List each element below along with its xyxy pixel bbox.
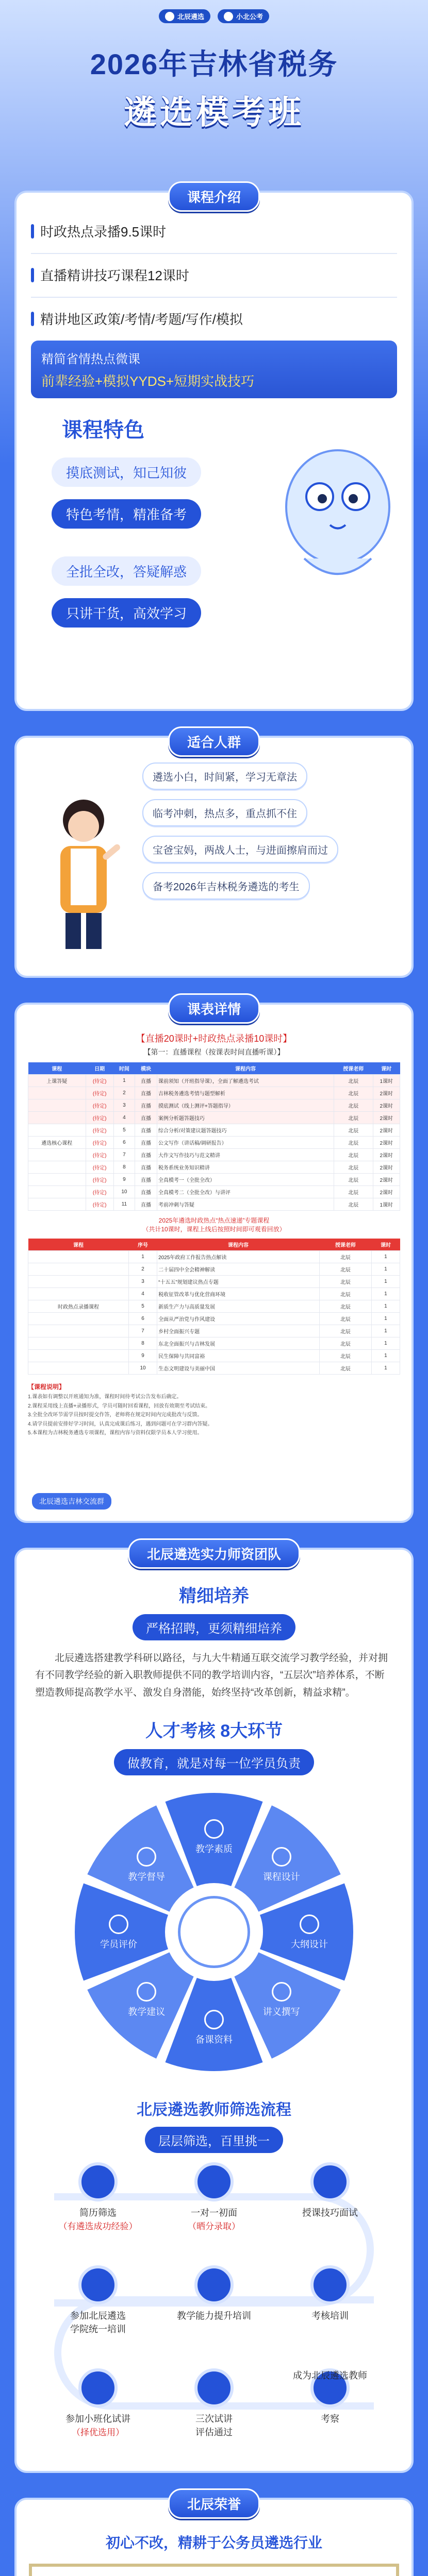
- table-cell: 5: [113, 1124, 135, 1137]
- table-cell: (待定): [86, 1087, 113, 1099]
- table-cell: 6: [113, 1137, 135, 1149]
- wheel-label: [253, 1847, 310, 1883]
- wheel-label-text: 大纲设计: [291, 1939, 328, 1950]
- table-cell: 10: [129, 1362, 157, 1375]
- table-cell: [28, 1149, 86, 1161]
- wheel-label: [186, 1819, 242, 1855]
- target-audience-section: [14, 736, 414, 978]
- table-cell: 北辰: [319, 1313, 371, 1325]
- table-cell: 6: [129, 1313, 157, 1325]
- wheel-label: [118, 1982, 175, 2018]
- flow-pill: 层层筛选，百里挑一: [145, 2127, 283, 2153]
- divider: [31, 253, 397, 254]
- table-cell: [28, 1288, 129, 1300]
- feature-list: [31, 454, 258, 631]
- section-tab-schedule: 课表详情: [168, 993, 260, 1024]
- flow-step-title: 成为北辰遴选教师: [293, 2370, 367, 2381]
- table-header-cell: 时间: [113, 1062, 135, 1075]
- table-row: [28, 1350, 400, 1362]
- wheel-item-icon: [137, 1982, 156, 2002]
- table-cell: 直播: [135, 1099, 157, 1112]
- table-cell: 全真模考二（全批全改）与讲评: [157, 1186, 334, 1198]
- logo-row: [0, 9, 428, 23]
- table-row: [28, 1325, 400, 1337]
- assessment-pill: 做教育，就是对每一位学员负责: [114, 1749, 314, 1775]
- hero-header: [0, 0, 428, 185]
- wheel-item-icon: [204, 2010, 224, 2029]
- table-cell: 10: [113, 1186, 135, 1198]
- honor-heading: 初心不改，精耕于公务员遴选行业: [105, 2535, 322, 2551]
- flow-step-icon: [78, 2265, 118, 2304]
- table-header-cell: 模块: [135, 1062, 157, 1075]
- wheel-label-text: 课程设计: [262, 1871, 300, 1882]
- table-header-cell: 课程: [28, 1062, 86, 1075]
- table-cell: 北辰: [319, 1325, 371, 1337]
- table-cell: 2课时: [373, 1099, 400, 1112]
- table-cell: 直播: [135, 1124, 157, 1137]
- table-cell: 7: [129, 1325, 157, 1337]
- table-cell: [28, 1263, 129, 1276]
- course-notes: [28, 1382, 400, 1438]
- table-cell: (待定): [86, 1137, 113, 1149]
- table-row: [28, 1161, 400, 1174]
- flow-step-icon: [194, 2162, 234, 2201]
- highlight-line1: 精简省情热点微课: [41, 352, 140, 366]
- table-header-cell: 课时: [371, 1239, 400, 1251]
- table-cell: (待定): [86, 1112, 113, 1124]
- table-cell: 综合分析/对策建议题答题技巧: [157, 1124, 334, 1137]
- wheel-label: [281, 1914, 338, 1951]
- wheel-label: [186, 2010, 242, 2046]
- beichen-logo-text: 北辰遴选: [177, 13, 204, 21]
- table-cell: (待定): [86, 1161, 113, 1174]
- xiaobei-logo-icon: [224, 12, 233, 21]
- wheel-label-text: 讲义撰写: [262, 2006, 300, 2017]
- table-cell: 4: [129, 1288, 157, 1300]
- table-cell: 二十届四中全会精神解读: [157, 1263, 320, 1276]
- audience-item: 遴选小白，时间紧，学习无章法: [142, 762, 307, 790]
- beichen-logo-icon: [165, 12, 174, 21]
- table-row: [28, 1075, 400, 1087]
- table-cell: 北辰: [334, 1112, 373, 1124]
- bullet-bar-icon: [31, 224, 34, 239]
- table-header-cell: 课程: [28, 1239, 129, 1251]
- table-cell: 2025年政府工作报告热点解读: [157, 1251, 320, 1263]
- table-row: [28, 1362, 400, 1375]
- table-cell: 直播: [135, 1198, 157, 1211]
- table-cell: 乡村全面振兴专题: [157, 1325, 320, 1337]
- table-cell: 北辰: [319, 1350, 371, 1362]
- table-header-cell: 序号: [129, 1239, 157, 1251]
- table-cell: 税收征管改革与优化营商环境: [157, 1288, 320, 1300]
- intro-item: [31, 265, 397, 284]
- table-cell: 税务系统业务知识精讲: [157, 1161, 334, 1174]
- table-row: [28, 1186, 400, 1198]
- flow-step: [170, 2162, 258, 2232]
- course-note: 1.课表如有调整以开班通知为准，课程时间待考试公告发布后确定。: [28, 1394, 182, 1400]
- section-tab-teachers: 北辰遴选实力师资团队: [128, 1538, 300, 1569]
- table-cell: [28, 1251, 129, 1263]
- table-cell: 3: [113, 1099, 135, 1112]
- table-cell: 北辰: [319, 1362, 371, 1375]
- flow-step: [54, 2265, 142, 2335]
- table-cell: 北辰: [319, 1263, 371, 1276]
- table-cell: [28, 1099, 86, 1112]
- table-cell: [28, 1124, 86, 1137]
- table-header-cell: 课程内容: [157, 1062, 334, 1075]
- table-cell: 直播: [135, 1149, 157, 1161]
- table-cell: 北辰: [319, 1276, 371, 1288]
- flow-step-title: 授课技巧面试: [302, 2207, 358, 2218]
- table-cell: 4: [113, 1112, 135, 1124]
- table-cell: [28, 1174, 86, 1186]
- table-row: [28, 1174, 400, 1186]
- flow-step-icon: [194, 2368, 234, 2408]
- flow-step-title: 考核培训: [311, 2310, 349, 2321]
- table-cell: 9: [129, 1350, 157, 1362]
- table-cell: 1课时: [373, 1075, 400, 1087]
- schedule-heading: 【直播20课时+时政热点录播10课时】: [136, 1033, 292, 1044]
- table-cell: 直播: [135, 1075, 157, 1087]
- table-cell: [28, 1112, 86, 1124]
- table-header-cell: 日期: [86, 1062, 113, 1075]
- flow-title: 北辰遴选教师筛选流程: [137, 2101, 291, 2119]
- flow-step: [286, 2265, 374, 2322]
- table-cell: 北辰: [334, 1186, 373, 1198]
- table-cell: 5: [129, 1300, 157, 1313]
- teacher-team-section: [14, 1548, 414, 2473]
- honor-grid: [29, 2564, 399, 2576]
- table-cell: 2课时: [373, 1149, 400, 1161]
- training-paragraph: 北辰遴选搭建教学科研以路径，与九大牛精通互联交流学习教学经验，并对拥有不同教学经验的新入职教师提供不同的教学培训内容，“五层次”培养体系，不断塑造教师提高教学水平、激发自身潜能，始终坚持“改革创新，精益求精”。: [35, 1653, 388, 1698]
- table-cell: 1课时: [373, 1198, 400, 1211]
- table-cell: 直播: [135, 1186, 157, 1198]
- mascot-illustration: [273, 435, 402, 589]
- table-cell: [28, 1198, 86, 1211]
- hero-title-line2: 遴选模考班: [124, 94, 304, 131]
- table-cell: 1: [371, 1263, 400, 1276]
- hero-title-line1: 2026年吉林省税务: [90, 48, 338, 80]
- group-badge[interactable]: 北辰遴选吉林交流群: [32, 1493, 111, 1510]
- table-cell: [28, 1186, 86, 1198]
- flow-step: [54, 2162, 142, 2232]
- wheel-item-icon: [300, 1914, 319, 1934]
- highlight-panel: [31, 341, 397, 398]
- table-row: [28, 1251, 400, 1263]
- wheel-label-text: 学员评价: [100, 1939, 137, 1950]
- recorded-schedule-table: [28, 1239, 400, 1375]
- wheel-item-icon: [109, 1914, 128, 1934]
- flow-step-title: 三次试讲 评估通过: [195, 2413, 233, 2437]
- table-cell: “十五五”规划建议热点专题: [157, 1276, 320, 1288]
- table-cell: 时政热点录播课程: [28, 1300, 129, 1313]
- table-header-cell: 课程内容: [157, 1239, 320, 1251]
- table-cell: [28, 1276, 129, 1288]
- section-tab-honor: 北辰荣誉: [168, 2488, 260, 2519]
- table-cell: 全真模考一（全批全改）: [157, 1174, 334, 1186]
- wheel-label-text: 教学建议: [128, 2006, 166, 2017]
- course-note: 4.请学员提前安排好学习时间，认真完成课后练习，遇到问题可在学习群内答疑。: [28, 1421, 213, 1427]
- table-cell: 1: [371, 1362, 400, 1375]
- highlight-line2: 前辈经验+模拟YYDS+短期实战技巧: [41, 374, 255, 389]
- table-cell: [28, 1313, 129, 1325]
- selection-flow: [34, 2162, 394, 2471]
- flow-step-icon: [194, 2265, 234, 2304]
- table-cell: 1: [129, 1251, 157, 1263]
- table-row: [28, 1087, 400, 1099]
- table-cell: 1: [371, 1325, 400, 1337]
- table-cell: 1: [371, 1251, 400, 1263]
- table-cell: 直播: [135, 1087, 157, 1099]
- assessment-wheel: [70, 1788, 358, 2076]
- table-row: [28, 1337, 400, 1350]
- table-header-cell: 课时: [373, 1062, 400, 1075]
- table-cell: 摸底测试（线上测评+答题指导）: [157, 1099, 334, 1112]
- flow-step: [286, 2368, 374, 2382]
- flow-step-icon: [78, 2162, 118, 2201]
- table-cell: 北辰: [319, 1337, 371, 1350]
- feature-title: 课程特色: [62, 419, 144, 442]
- bullet-bar-icon: [31, 312, 34, 326]
- section-tab-intro: 课程介绍: [168, 181, 260, 212]
- table-cell: 直播: [135, 1137, 157, 1149]
- flow-step-title: 参加北辰遴选 学院统一培训: [70, 2310, 126, 2334]
- table-cell: 北辰: [319, 1300, 371, 1313]
- table-cell: 3: [129, 1276, 157, 1288]
- feature-pill: 只讲干货，高效学习: [52, 598, 201, 628]
- course-note: 2.课程采用线上直播+录播形式，学员可随时回看课程，回放有效期至考试结束。: [28, 1403, 211, 1409]
- table-cell: 北辰: [334, 1137, 373, 1149]
- table-row: [28, 1137, 400, 1149]
- flow-step: [54, 2368, 142, 2438]
- intro-item-text: 时政热点录播9.5课时: [40, 224, 167, 240]
- flow-step-note: （有遴选成功经验）: [58, 2221, 138, 2231]
- flow-step-title: 简历筛选: [79, 2207, 117, 2218]
- table-cell: 直播: [135, 1112, 157, 1124]
- table-header-cell: 授课老师: [334, 1062, 373, 1075]
- table-cell: [28, 1325, 129, 1337]
- flow-step-title: 参加小班化试讲: [65, 2413, 130, 2424]
- table-row: [28, 1099, 400, 1112]
- table-cell: (待定): [86, 1124, 113, 1137]
- table-cell: 新质生产力与高质量发展: [157, 1300, 320, 1313]
- live-schedule-table: [28, 1062, 400, 1211]
- table-cell: 2课时: [373, 1087, 400, 1099]
- table-cell: 1: [113, 1075, 135, 1087]
- table-cell: 东北全面振兴与吉林发展: [157, 1337, 320, 1350]
- flow-step-title: 教学能力提升培训: [177, 2310, 251, 2321]
- table-cell: 北辰: [319, 1251, 371, 1263]
- table-cell: 8: [113, 1161, 135, 1174]
- wheel-label-text: 备课资料: [195, 2034, 233, 2045]
- bullet-bar-icon: [31, 268, 34, 282]
- wheel-label: [90, 1914, 147, 1951]
- course-notes-title: 【课程说明】: [28, 1383, 65, 1391]
- intro-item: [31, 309, 397, 328]
- table-row: [28, 1149, 400, 1161]
- audience-item: 宝爸宝妈，两战人士，与进面擦肩而过: [142, 836, 338, 863]
- wheel-label-text: 教学督导: [128, 1871, 166, 1882]
- table-cell: 11: [113, 1198, 135, 1211]
- schedule-subheading: 【第一：直播课程（按课表时间直播听课）】: [143, 1048, 285, 1056]
- wheel-label: [253, 1982, 310, 2018]
- table-cell: 全面从严治党与作风建设: [157, 1313, 320, 1325]
- table-cell: 北辰: [319, 1288, 371, 1300]
- table-row: [28, 1112, 400, 1124]
- table-cell: 2课时: [373, 1137, 400, 1149]
- person-illustration: [37, 789, 130, 954]
- table-cell: (待定): [86, 1198, 113, 1211]
- course-intro-section: [14, 191, 414, 711]
- table-cell: 2课时: [373, 1174, 400, 1186]
- flow-step-icon: [78, 2368, 118, 2408]
- table-cell: 北辰: [334, 1075, 373, 1087]
- recorded-note: 2025年遴选时政热点“热点速递”专题课程 （共计10课时，课程上线后按照时间即可观看回放）: [142, 1217, 286, 1233]
- table-cell: 北辰: [334, 1161, 373, 1174]
- feature-pill: 摸底测试，知己知彼: [52, 457, 201, 487]
- table-cell: 北辰: [334, 1149, 373, 1161]
- table-cell: 1: [371, 1350, 400, 1362]
- wheel-item-icon: [137, 1847, 156, 1867]
- table-row: [28, 1300, 400, 1313]
- table-cell: [28, 1362, 129, 1375]
- intro-item: [31, 222, 397, 241]
- intro-item-text: 精讲地区政策/考情/考题/写作/模拟: [40, 312, 243, 327]
- flow-step-title: 一对一初面: [191, 2207, 237, 2218]
- section-tab-audience: 适合人群: [168, 726, 260, 757]
- table-row: [28, 1198, 400, 1211]
- beichen-logo: [159, 9, 210, 23]
- wheel-label: [118, 1847, 175, 1883]
- mascot-center-icon: [178, 1896, 250, 1968]
- table-cell: 1: [371, 1337, 400, 1350]
- table-cell: 案例分析题答题技巧: [157, 1112, 334, 1124]
- feature-pill: 特色考情，精准备考: [52, 499, 201, 529]
- wheel-item-icon: [272, 1847, 291, 1867]
- table-cell: (待定): [86, 1075, 113, 1087]
- flow-step-icon: [310, 2265, 350, 2304]
- table-cell: (待定): [86, 1186, 113, 1198]
- flow-step-note: （择优选用）: [72, 2427, 124, 2437]
- table-header-cell: 授课老师: [319, 1239, 371, 1251]
- table-row: [28, 1276, 400, 1288]
- table-cell: (待定): [86, 1174, 113, 1186]
- training-title: 精细培养: [179, 1586, 249, 1606]
- table-row: [28, 1313, 400, 1325]
- table-cell: 北辰: [334, 1174, 373, 1186]
- table-cell: [28, 1337, 129, 1350]
- schedule-section: [14, 1003, 414, 1523]
- table-cell: 大作文写作技巧与范文精讲: [157, 1149, 334, 1161]
- flow-step-title: 考察: [321, 2413, 339, 2424]
- table-cell: 吉林税务遴选考情与题型解析: [157, 1087, 334, 1099]
- table-cell: 课前须知（开班指导课），全面了解遴选考试: [157, 1075, 334, 1087]
- course-note: 3.全批全改环节需学员按时提交作答，老师将在规定时间内完成批改与反馈。: [28, 1412, 203, 1418]
- table-cell: (待定): [86, 1149, 113, 1161]
- flow-step: [286, 2162, 374, 2219]
- table-cell: 北辰: [334, 1198, 373, 1211]
- table-cell: 北辰: [334, 1087, 373, 1099]
- course-note: 5.本课程为吉林税务遴选专项课程，课程内容与资料仅限学员本人学习使用。: [28, 1430, 203, 1436]
- table-cell: 2: [129, 1263, 157, 1276]
- audience-item: 备考2026年吉林税务遴选的考生: [142, 872, 310, 900]
- wheel-item-icon: [272, 1982, 291, 2002]
- xiaobei-logo: [218, 9, 269, 23]
- table-cell: 2课时: [373, 1112, 400, 1124]
- flow-step: [170, 2265, 258, 2322]
- table-cell: 上课答疑: [28, 1075, 86, 1087]
- partner-certificate: [29, 2564, 399, 2576]
- table-cell: [28, 1350, 129, 1362]
- table-cell: 民生保障与共同富裕: [157, 1350, 320, 1362]
- table-row: [28, 1288, 400, 1300]
- table-cell: 2课时: [373, 1186, 400, 1198]
- table-cell: 2: [113, 1087, 135, 1099]
- table-cell: 北辰: [334, 1099, 373, 1112]
- table-cell: 8: [129, 1337, 157, 1350]
- table-cell: 遴选核心课程: [28, 1137, 86, 1149]
- table-cell: 生态文明建设与美丽中国: [157, 1362, 320, 1375]
- table-cell: (待定): [86, 1099, 113, 1112]
- flow-step-icon: [310, 2162, 350, 2201]
- wheel-item-icon: [204, 1819, 224, 1839]
- table-cell: 北辰: [334, 1124, 373, 1137]
- table-cell: 1: [371, 1276, 400, 1288]
- training-pill: 严格招聘，更须精细培养: [133, 1614, 295, 1640]
- honor-section: [14, 2498, 414, 2576]
- table-cell: 1: [371, 1313, 400, 1325]
- flow-step: [170, 2368, 258, 2438]
- table-cell: 2课时: [373, 1124, 400, 1137]
- intro-item-text: 直播精讲技巧课程12课时: [40, 268, 189, 283]
- table-row: [28, 1263, 400, 1276]
- table-cell: 考前冲刺与答疑: [157, 1198, 334, 1211]
- table-cell: 1: [371, 1300, 400, 1313]
- table-cell: 直播: [135, 1174, 157, 1186]
- xiaobei-logo-text: 小北公考: [236, 13, 264, 21]
- table-cell: [28, 1161, 86, 1174]
- table-cell: 直播: [135, 1161, 157, 1174]
- flow-step-note: （晒分录取）: [188, 2221, 240, 2231]
- table-cell: 7: [113, 1149, 135, 1161]
- table-row: [28, 1124, 400, 1137]
- feature-pill: 全批全改，答疑解惑: [52, 556, 201, 586]
- table-cell: 公文写作（讲话稿/调研报告）: [157, 1137, 334, 1149]
- table-cell: 1: [371, 1288, 400, 1300]
- audience-item: 临考冲刺，热点多，重点抓不住: [142, 799, 307, 826]
- table-cell: 9: [113, 1174, 135, 1186]
- assessment-title: 人才考核 8大环节: [145, 1721, 283, 1741]
- wheel-label-text: 教学素质: [195, 1843, 233, 1854]
- table-cell: [28, 1087, 86, 1099]
- table-cell: 2课时: [373, 1161, 400, 1174]
- divider: [31, 297, 397, 298]
